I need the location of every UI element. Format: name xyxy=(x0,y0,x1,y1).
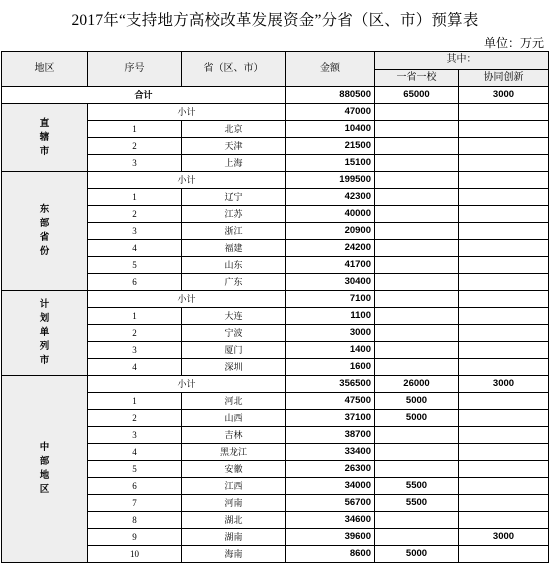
row-one-school xyxy=(375,308,459,325)
row-amount: 30400 xyxy=(286,274,375,291)
row-province: 湖南 xyxy=(182,529,286,546)
region-name: 直辖市 xyxy=(39,118,50,157)
row-amount: 15100 xyxy=(286,155,375,172)
row-seq: 6 xyxy=(88,274,182,291)
row-collab xyxy=(459,274,549,291)
row-seq: 2 xyxy=(88,325,182,342)
row-seq: 6 xyxy=(88,478,182,495)
row-collab xyxy=(459,138,549,155)
row-one-school xyxy=(375,427,459,444)
row-one-school xyxy=(375,444,459,461)
row-province: 河北 xyxy=(182,393,286,410)
row-collab xyxy=(459,410,549,427)
row-amount: 3000 xyxy=(286,325,375,342)
row-one-school xyxy=(375,325,459,342)
row-seq: 2 xyxy=(88,138,182,155)
row-collab xyxy=(459,359,549,376)
row-collab xyxy=(459,546,549,563)
row-seq: 3 xyxy=(88,223,182,240)
row-one-school xyxy=(375,274,459,291)
row-amount: 26300 xyxy=(286,461,375,478)
row-one-school xyxy=(375,461,459,478)
row-collab xyxy=(459,121,549,138)
row-seq: 3 xyxy=(88,155,182,172)
header-one-school: 一省一校 xyxy=(375,69,459,87)
row-seq: 1 xyxy=(88,189,182,206)
subtotal-amount: 47000 xyxy=(286,104,375,121)
row-collab xyxy=(459,308,549,325)
row-collab xyxy=(459,512,549,529)
row-amount: 1100 xyxy=(286,308,375,325)
page-title: 2017年“支持地方高校改革发展资金”分省（区、市）预算表 xyxy=(71,12,479,29)
row-province: 天津 xyxy=(182,138,286,155)
row-seq: 1 xyxy=(88,308,182,325)
row-seq: 9 xyxy=(88,529,182,546)
row-collab xyxy=(459,257,549,274)
row-seq: 8 xyxy=(88,512,182,529)
subtotal-row xyxy=(2,291,549,308)
row-one-school xyxy=(375,138,459,155)
row-amount: 20900 xyxy=(286,223,375,240)
row-one-school xyxy=(375,257,459,274)
total-amount: 880500 xyxy=(286,87,375,104)
row-amount: 37100 xyxy=(286,410,375,427)
row-amount: 24200 xyxy=(286,240,375,257)
row-seq: 2 xyxy=(88,410,182,427)
row-one-school: 5500 xyxy=(375,478,459,495)
row-one-school xyxy=(375,359,459,376)
region-group xyxy=(2,104,88,172)
row-amount: 1600 xyxy=(286,359,375,376)
row-amount: 34600 xyxy=(286,512,375,529)
row-seq: 1 xyxy=(88,121,182,138)
row-collab xyxy=(459,478,549,495)
row-one-school: 5500 xyxy=(375,495,459,512)
row-province: 安徽 xyxy=(182,461,286,478)
subtotal-one-school xyxy=(375,104,459,121)
header-row xyxy=(2,52,549,70)
subtotal-one-school xyxy=(375,291,459,308)
row-seq: 4 xyxy=(88,359,182,376)
row-province: 福建 xyxy=(182,240,286,257)
row-province: 上海 xyxy=(182,155,286,172)
subtotal-collab xyxy=(459,291,549,308)
row-amount: 1400 xyxy=(286,342,375,359)
row-collab xyxy=(459,223,549,240)
row-province: 江苏 xyxy=(182,206,286,223)
row-seq: 5 xyxy=(88,257,182,274)
row-seq: 4 xyxy=(88,444,182,461)
row-collab xyxy=(459,461,549,478)
subtotal-label: 小计 xyxy=(88,291,286,308)
region-name: 东部省份 xyxy=(39,205,50,257)
subtotal-collab xyxy=(459,104,549,121)
row-collab xyxy=(459,189,549,206)
subtotal-amount: 7100 xyxy=(286,291,375,308)
subtotal-row xyxy=(2,376,549,393)
row-collab xyxy=(459,155,549,172)
total-label: 合计 xyxy=(2,87,286,104)
row-collab xyxy=(459,495,549,512)
row-province: 浙江 xyxy=(182,223,286,240)
row-amount: 10400 xyxy=(286,121,375,138)
row-province: 广东 xyxy=(182,274,286,291)
row-seq: 3 xyxy=(88,342,182,359)
row-amount: 42300 xyxy=(286,189,375,206)
header-amount: 金额 xyxy=(286,52,375,87)
row-province: 海南 xyxy=(182,546,286,563)
row-one-school xyxy=(375,223,459,240)
row-seq: 4 xyxy=(88,240,182,257)
row-province: 辽宁 xyxy=(182,189,286,206)
row-amount: 33400 xyxy=(286,444,375,461)
row-province: 山东 xyxy=(182,257,286,274)
row-collab: 3000 xyxy=(459,529,549,546)
row-one-school xyxy=(375,189,459,206)
header-province: 省（区、市） xyxy=(182,52,286,87)
region-name: 计划单列市 xyxy=(39,300,50,366)
row-province: 河南 xyxy=(182,495,286,512)
region-name: 中部地区 xyxy=(39,443,50,495)
total-one-school: 65000 xyxy=(375,87,459,104)
row-one-school xyxy=(375,512,459,529)
subtotal-collab: 3000 xyxy=(459,376,549,393)
header-seq: 序号 xyxy=(88,52,182,87)
row-province: 黑龙江 xyxy=(182,444,286,461)
row-collab xyxy=(459,240,549,257)
row-collab xyxy=(459,427,549,444)
subtotal-collab xyxy=(459,172,549,189)
row-one-school: 5000 xyxy=(375,410,459,427)
budget-table-body xyxy=(2,52,549,563)
row-amount: 21500 xyxy=(286,138,375,155)
row-one-school: 5000 xyxy=(375,546,459,563)
row-province: 吉林 xyxy=(182,427,286,444)
row-province: 宁波 xyxy=(182,325,286,342)
row-one-school xyxy=(375,240,459,257)
row-amount: 56700 xyxy=(286,495,375,512)
subtotal-label: 小计 xyxy=(88,104,286,121)
subtotal-one-school xyxy=(375,172,459,189)
subtotal-row xyxy=(2,172,549,189)
row-seq: 7 xyxy=(88,495,182,512)
row-seq: 5 xyxy=(88,461,182,478)
subtotal-amount: 356500 xyxy=(286,376,375,393)
row-province: 大连 xyxy=(182,308,286,325)
row-amount: 8600 xyxy=(286,546,375,563)
header-among: 其中： xyxy=(375,52,549,70)
row-one-school xyxy=(375,121,459,138)
header-collab: 协同创新 xyxy=(459,69,549,87)
total-collab: 3000 xyxy=(459,87,549,104)
subtotal-label: 小计 xyxy=(88,172,286,189)
subtotal-amount: 199500 xyxy=(286,172,375,189)
row-seq: 2 xyxy=(88,206,182,223)
subtotal-label: 小计 xyxy=(88,376,286,393)
row-province: 北京 xyxy=(182,121,286,138)
header-region: 地区 xyxy=(2,52,88,87)
row-amount: 39600 xyxy=(286,529,375,546)
row-amount: 38700 xyxy=(286,427,375,444)
region-group xyxy=(2,291,88,376)
row-one-school xyxy=(375,529,459,546)
row-amount: 41700 xyxy=(286,257,375,274)
row-one-school xyxy=(375,342,459,359)
row-collab xyxy=(459,206,549,223)
row-collab xyxy=(459,325,549,342)
row-amount: 34000 xyxy=(286,478,375,495)
row-province: 江西 xyxy=(182,478,286,495)
row-province: 厦门 xyxy=(182,342,286,359)
unit-label: 单位：万元 xyxy=(483,36,544,50)
row-province: 山西 xyxy=(182,410,286,427)
row-collab xyxy=(459,393,549,410)
row-amount: 47500 xyxy=(286,393,375,410)
region-group xyxy=(2,376,88,563)
region-group xyxy=(2,172,88,291)
row-seq: 3 xyxy=(88,427,182,444)
row-province: 湖北 xyxy=(182,512,286,529)
row-province: 深圳 xyxy=(182,359,286,376)
row-collab xyxy=(459,444,549,461)
total-row xyxy=(2,87,549,104)
row-one-school xyxy=(375,206,459,223)
row-amount: 40000 xyxy=(286,206,375,223)
row-one-school: 5000 xyxy=(375,393,459,410)
row-collab xyxy=(459,342,549,359)
row-seq: 1 xyxy=(88,393,182,410)
subtotal-one-school: 26000 xyxy=(375,376,459,393)
budget-table xyxy=(1,51,549,563)
subtotal-row xyxy=(2,104,549,121)
row-seq: 10 xyxy=(88,546,182,563)
row-one-school xyxy=(375,155,459,172)
